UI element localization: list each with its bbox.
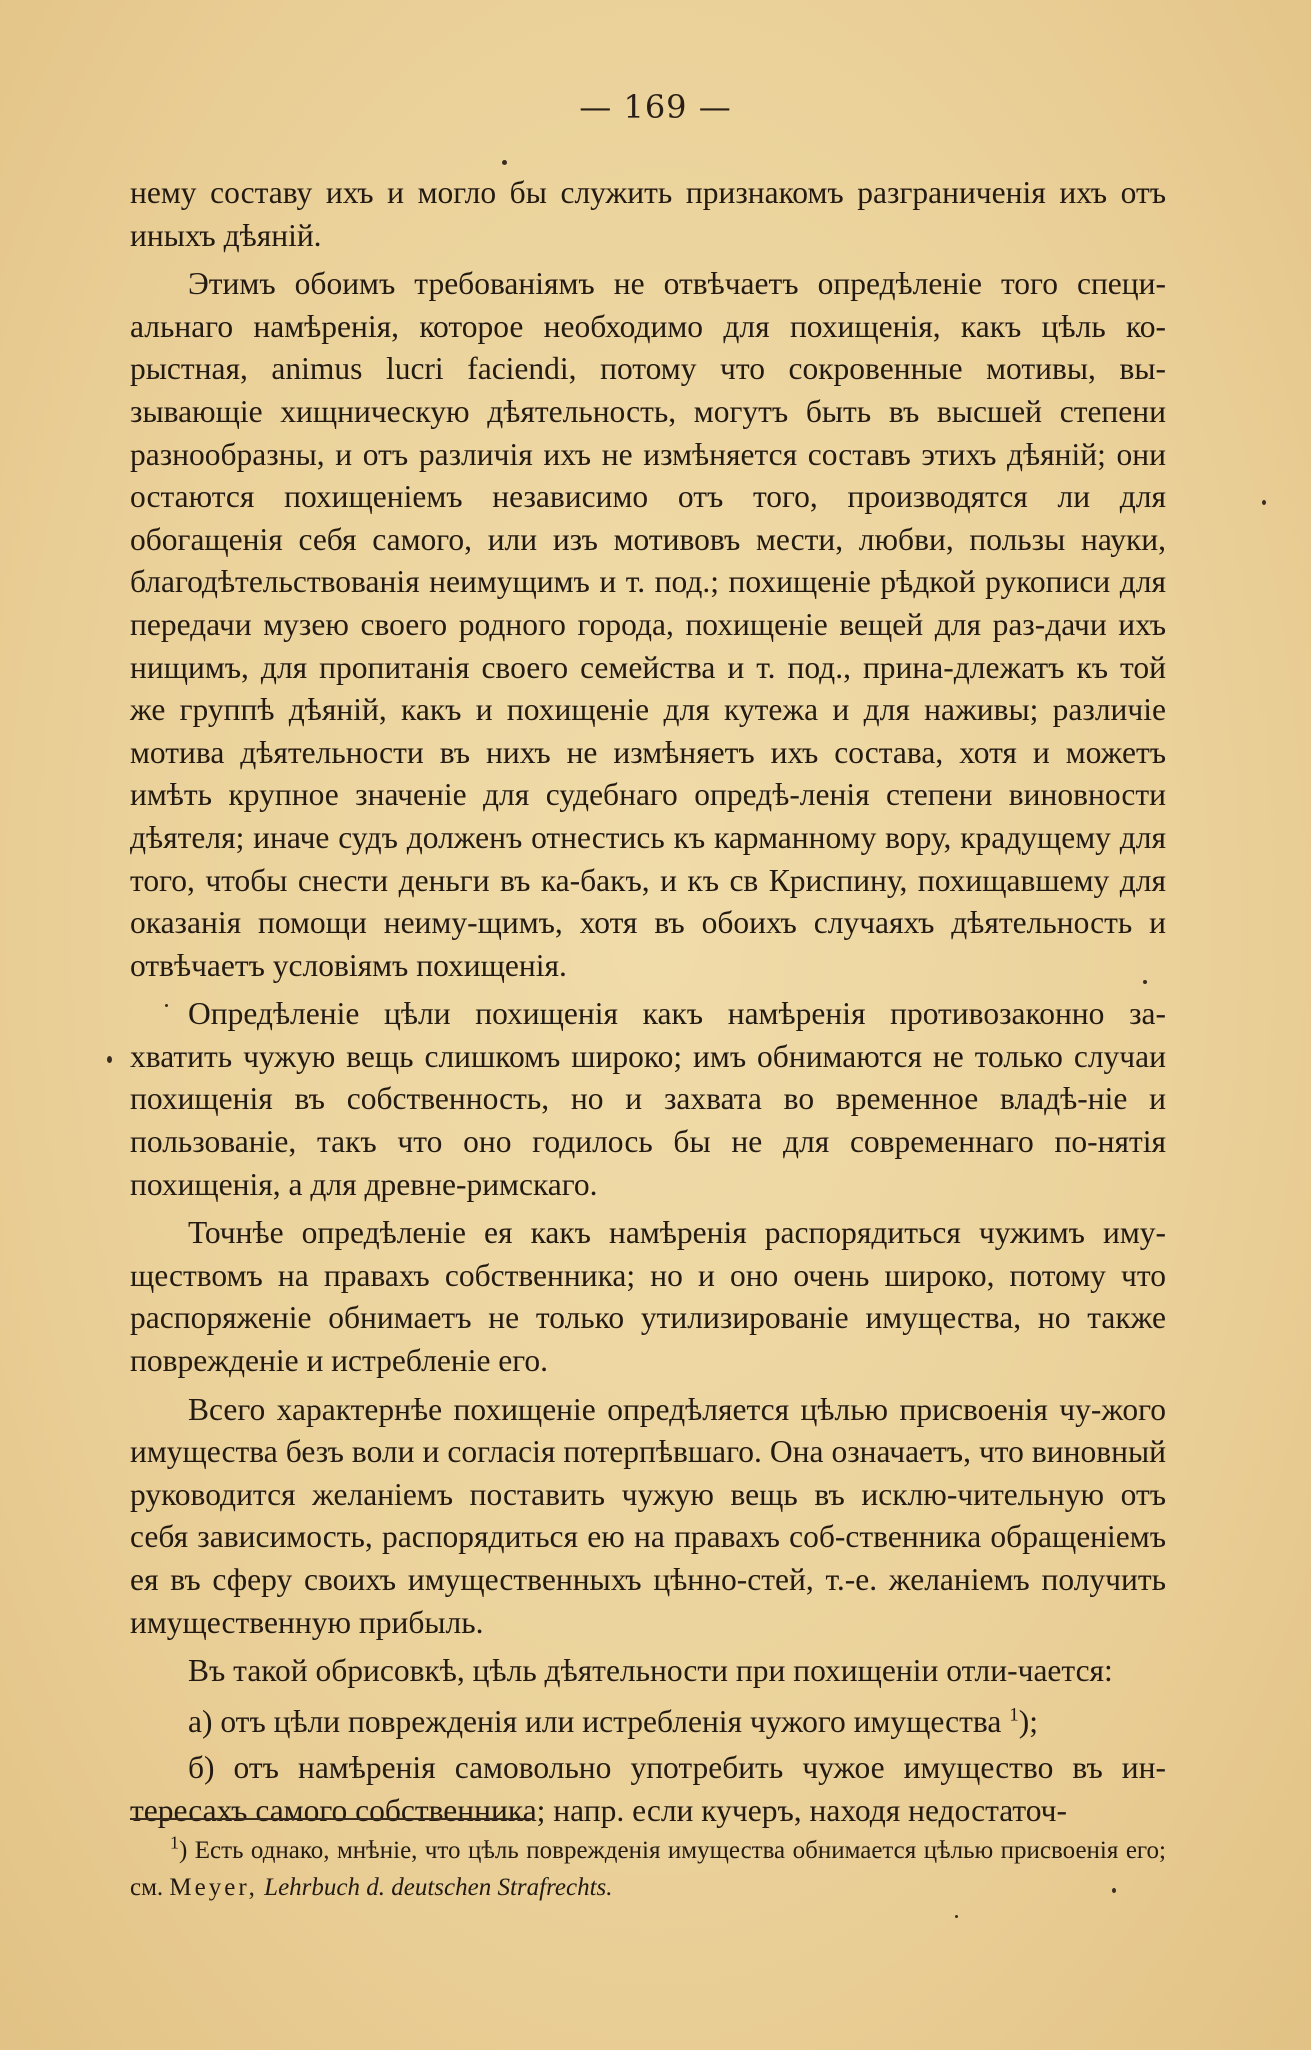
list-item-a-tail: ); [1018, 1703, 1038, 1739]
paragraph: Точнѣе опредѣленіе ея какъ намѣренія распорядиться чужимъ иму-ществомъ на правахъ собственника; но и оно очень широко, потому что распоряженіе обнимаетъ не только утилизированіе имущества, но также поврежденіе и истребленіе его. [130, 1215, 1166, 1379]
footnote-book-title: Lehrbuch d. deutschen Strafrechts. [264, 1874, 613, 1901]
page-number: — 169 — [579, 88, 732, 126]
paragraph: Въ такой обрисовкѣ, цѣль дѣятельности при похищеніи отли-чается: [188, 1653, 1113, 1689]
ink-speck [107, 1056, 112, 1063]
ink-speck [1143, 980, 1147, 984]
footnote-marker: 1 [170, 1832, 179, 1853]
list-item-a-text: а) отъ цѣли поврежденія или истребленія чужого имущества [188, 1703, 1002, 1739]
footnote-divider [130, 1818, 534, 1820]
footnote-author: Meyer, [169, 1874, 258, 1901]
paragraph: Этимъ обоимъ требованіямъ не отвѣчаетъ опредѣленіе того специ-альнаго намѣренія, которое необходимо для похищенія, какъ цѣль ко-рыстная, animus lucri faciendi, потому что сокровенные мотивы, вы-зывающіе хищническую дѣятельность, могутъ быть въ высшей степени разнообразны, и отъ различія ихъ не измѣняется составъ этихъ дѣяній; они остаются похищеніемъ независимо отъ того, производятся ли для обогащенія себя самого, или изъ мотивовъ мести, любви, пользы науки, благодѣтельствованія неимущимъ и т. под.; похищеніе рѣдкой рукописи для передачи музею своего родного города, похищеніе вещей для раз-дачи ихъ нищимъ, для пропитанія своего семейства и т. под., прина-длежатъ къ той же группѣ дѣяній, какъ и похищеніе для кутежа и для наживы; различіе мотива дѣятельности въ нихъ не измѣняетъ ихъ состава, хотя и можетъ имѣть крупное значеніе для судебнаго опредѣ-ленія степени виновности дѣятеля; иначе судъ долженъ отнестись къ карманному вору, крадущему для того, чтобы снести деньги въ ка-бакъ, и къ св Криспину, похищавшему для оказанія помощи неиму-щимъ, хотя въ обоихъ случаяхъ дѣятельность и отвѣчаетъ условіямъ похищенія. [130, 266, 1166, 983]
footnote [130, 1832, 1166, 1906]
paragraph: Всего характернѣе похищеніе опредѣляется цѣлью присвоенія чу-жого имущества безъ воли и согласія потерпѣвшаго. Она означаетъ, что виновный руководится желаніемъ поставить чужую вещь въ исклю-чительную отъ себя зависимость, распорядиться ею на правахъ соб-ственника обращеніемъ ея въ сферу своихъ имущественныхъ цѣнно-стей, т.-е. желаніемъ получить имущественную прибыль. [130, 1391, 1166, 1640]
footnote-reference[interactable]: 1 [1009, 1704, 1019, 1726]
main-text [130, 172, 1166, 1837]
ink-speck [1262, 500, 1266, 505]
paragraph-continuation: нему составу ихъ и могло бы служить признакомъ разграниченія ихъ отъ иныхъ дѣяній. [130, 175, 1166, 253]
ink-speck [165, 1004, 168, 1007]
footnote-text: ) Есть однако, мнѣніе, что цѣль поврежденія имущества обнимается цѣлью присвоенія его; см. [130, 1837, 1166, 1901]
paragraph: Опредѣленіе цѣли похищенія какъ намѣренія противозаконно за-хватить чужую вещь слишкомъ широко; имъ обнимаются не только случаи похищенія въ собственность, но и захвата во временное владѣ-ніе и пользованіе, такъ что оно годилось бы не для современнаго по-нятія похищенія, а для древне-римскаго. [130, 996, 1166, 1202]
list-item-a [130, 1701, 1166, 1744]
ink-speck [502, 160, 507, 165]
list-item-b: б) отъ намѣренія самовольно употребить чужое имущество въ ин-тересахъ самого собственника; напр. если кучеръ, находя недостаточ- [130, 1750, 1166, 1828]
ink-speck [955, 1915, 958, 1918]
ink-speck [1112, 1888, 1116, 1893]
